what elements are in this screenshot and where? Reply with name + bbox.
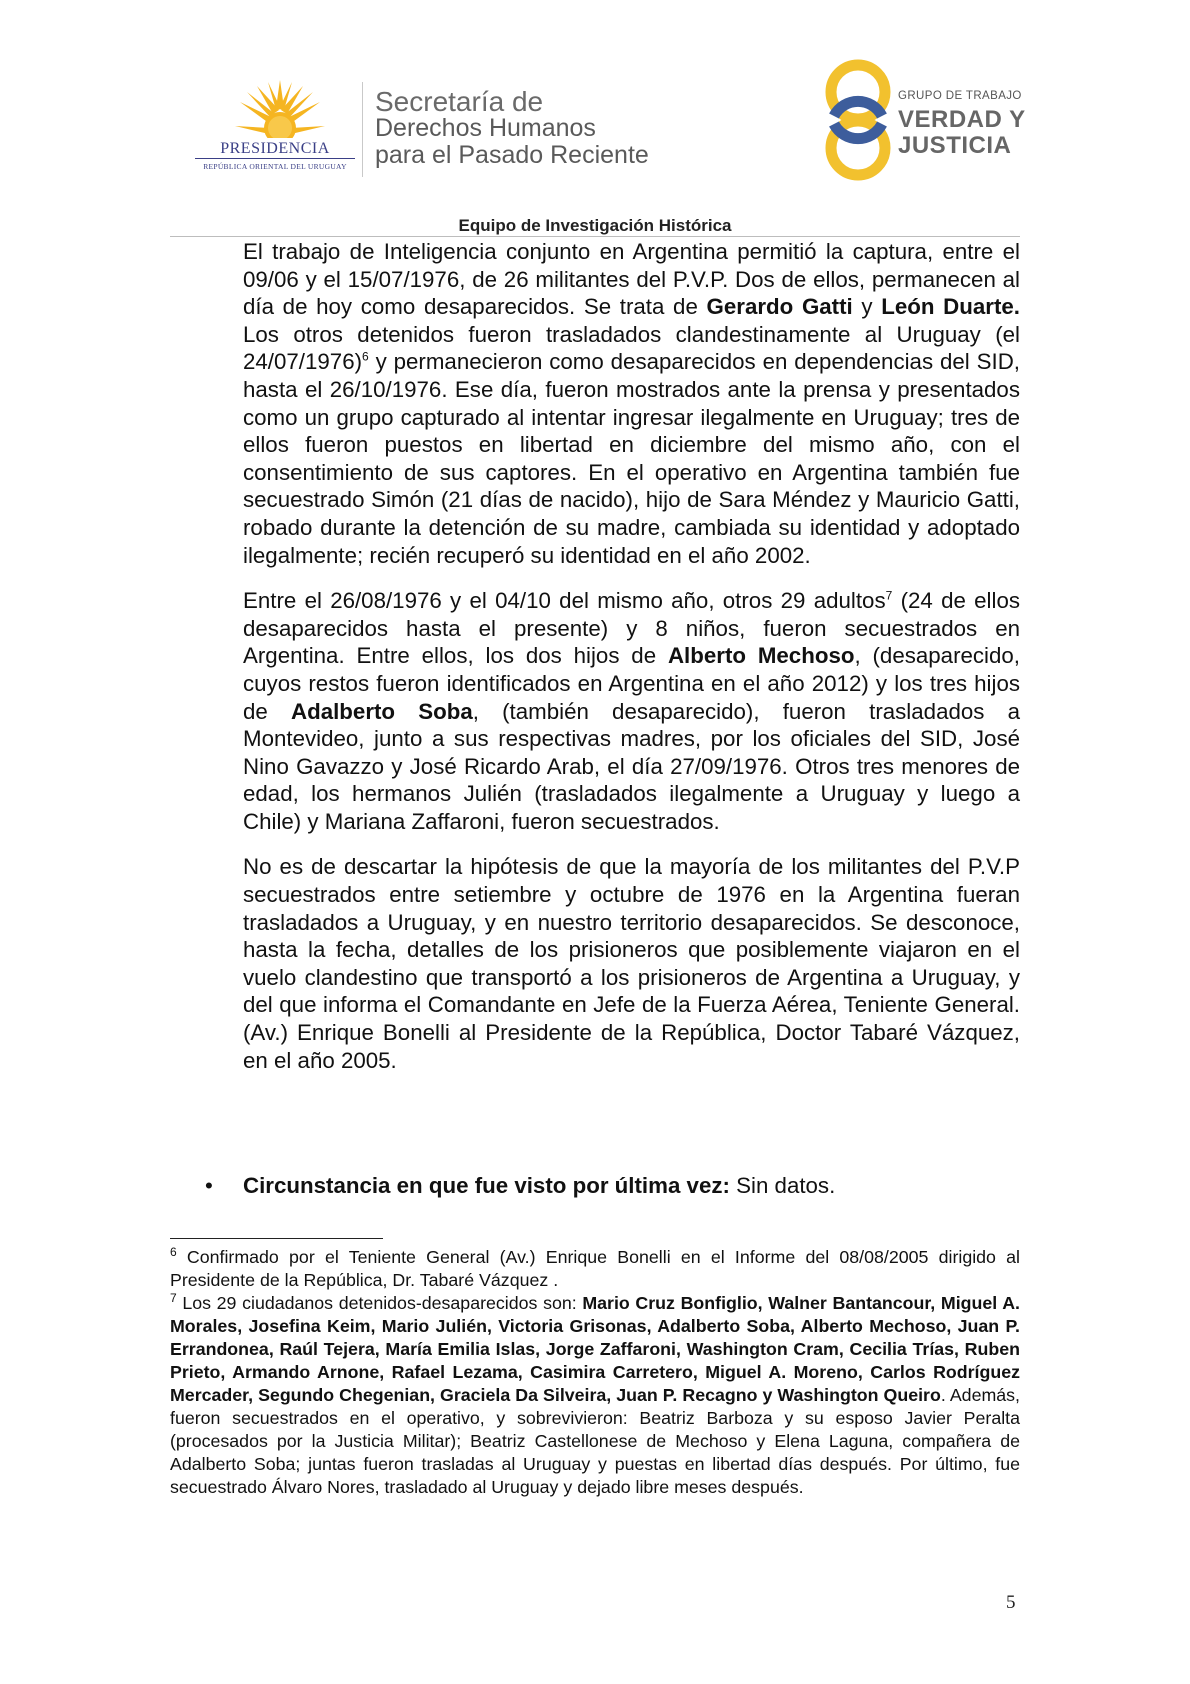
p2-text-1: Entre el 26/08/1976 y el 04/10 del mismo año, otros 29 adultos	[243, 588, 886, 614]
republica-text: REPÚBLICA ORIENTAL DEL URUGUAY	[203, 162, 347, 171]
footnote-ref-7: 7	[885, 588, 893, 603]
presidencia-rule	[195, 158, 355, 159]
interlocked-rings-icon	[818, 56, 898, 186]
footnote-7-names: Mario Cruz Bonfiglio, Walner Bantancour, Miguel A. Morales, Josefina Keim, Mario Julién, Victoria Grisonas, Adalberto Soba, Alberto Mechoso, Juan P. Errandonea, Raúl Tejera, María Emilia Islas, Jorge Zaffaroni, Washington Cram, Cecilia Trías, Ruben Prieto, Armando Arnone, Rafael Lezama, Casimira Carretero, Miguel A. Moreno, Carlos Rodríguez Mercader, Segundo Chegenian, Graciela Da Silveira, Juan P. Recagno y Washington Queiro	[170, 1293, 1020, 1405]
footnote-6-text: Confirmado por el Teniente General (Av.) Enrique Bonelli en el Informe del 08/08/2005 dirigido al Presidente de la República, Dr. Tabaré Vázquez .	[170, 1247, 1020, 1290]
p3-text-1: No es de descartar la hipótesis de que la mayoría de los militantes del P.V.P secuestrados entre setiembre y octubre de 1976 en la Argentina fueran trasladados a Uruguay, y en nuestro territorio desaparecidos. Se desconoce, hasta la fecha, detalles de los prisioneros que posiblemente viajaron en el vuelo clandestino que transportó a los prisioneros de Argentina a Uruguay, y del que informa el Comandante en Jefe de la Fuerza Aérea, Teniente General. (Av.) Enrique Bonelli al Presidente de la República, Doctor Tabaré Vázquez, en el año 2005.	[243, 854, 1020, 1073]
p1-bold-1: Gerardo Gatti	[706, 294, 853, 320]
p2-text-2: (24 de ellos desaparecidos hasta el presente) y 8 niños, fueron secuestrados en Argentina. Entre ellos, los dos hijos de	[243, 588, 1020, 669]
p2-bold-1: Alberto Mechoso	[667, 643, 855, 669]
footnotes	[170, 1246, 1020, 1499]
team-title: Equipo de Investigación Histórica	[458, 216, 732, 235]
sun-emblem-icon	[235, 78, 325, 138]
p2-text-4: , (también desaparecido), fueron trasladados a Montevideo, junto a sus respectivas madres, por los oficiales del SID, José Nino Gavazzo y José Ricardo Arab, el día 27/09/1976. Otros tres menores de edad, los hermanos Julién (trasladados ilegalmente a Uruguay y luego a Chile) y Mariana Zaffaroni, fueron secuestrados.	[243, 698, 1020, 834]
p1-text-2: y	[852, 294, 882, 320]
footnote-7-text-2: . Además, fueron secuestrados en el operativo, y sobrevivieron: Beatriz Barboza y su esposo Javier Peralta (procesados por la Justicia Militar); Beatriz Castellonese de Mechoso y Elena Laguna, compañera de Adalberto Soba; juntas fueron trasladas al Uruguay y puestas en libertad días después. Por último, fue secuestrado Álvaro Nores, trasladado al Uruguay y dejado libre meses después.	[170, 1385, 1020, 1497]
verdad-label: VERDAD Y	[898, 106, 1026, 133]
bullet-value: Sin datos.	[729, 1173, 836, 1198]
secretaria-logo-text	[375, 88, 649, 169]
footnote-7	[170, 1292, 1020, 1499]
bullet-text	[243, 1172, 835, 1200]
header-divider	[362, 82, 363, 177]
justicia-label: JUSTICIA	[898, 132, 1012, 159]
secretaria-line-2: Derechos Humanos	[375, 114, 596, 142]
footnote-7-text-1: Los 29 ciudadanos detenidos-desaparecidos son:	[176, 1293, 583, 1313]
p1-text-1: El trabajo de Inteligencia conjunto en Argentina permitió la captura, entre el 09/06 y el 15/07/1976, de 26 militantes del P.V.P. Dos de ellos, permanecen al día de hoy como desaparecidos. Se trata de	[243, 239, 1020, 320]
p1-text-3: Los otros detenidos fueron trasladados clandestinamente al Uruguay (el 24/07/1976)	[243, 321, 1020, 375]
page-number: 5	[1006, 1592, 1016, 1613]
p2-text-3: , (desaparecido, cuyos restos fueron identificados en Argentina en el año 2012) y los tres hijos de	[243, 643, 1020, 724]
footnote-6	[170, 1246, 1020, 1292]
bullet-label: Circunstancia en que fue visto por última vez:	[243, 1173, 730, 1198]
paragraph-2	[243, 587, 1020, 835]
footnote-6-number: 6	[170, 1245, 177, 1260]
p1-bold-2: León Duarte.	[881, 294, 1020, 320]
paragraph-1	[243, 238, 1020, 569]
grupo-trabajo-logo	[818, 56, 1048, 186]
footnote-7-number: 7	[170, 1291, 177, 1306]
presidencia-text: PRESIDENCIA	[220, 140, 330, 157]
presidencia-logo	[195, 78, 355, 178]
footnote-separator	[170, 1238, 383, 1239]
header-rule	[170, 236, 1020, 237]
paragraph-3	[243, 853, 1020, 1074]
secretaria-line-1: Secretaría de	[375, 86, 544, 117]
secretaria-line-3: para el Pasado Reciente	[375, 141, 649, 169]
footnote-ref-6: 6	[362, 349, 369, 364]
p1-text-4: y permanecieron como desaparecidos en dependencias del SID, hasta el 26/10/1976. Ese día, fueron mostrados ante la prensa y presentados como un grupo capturado al intentar ingresar ilegalmente en Uruguay; tres de ellos fueron puestos en libertad en diciembre del mismo año, con el consentimiento de sus captores. En el operativo en Argentina también fue secuestrado Simón (21 días de nacido), hijo de Sara Méndez y Mauricio Gatti, robado durante la detención de su madre, cambiada su identidad y adoptado ilegalmente; recién recuperó su identidad en el año 2002.	[243, 349, 1020, 568]
bullet-icon: •	[205, 1173, 213, 1198]
p2-bold-2: Adalberto Soba	[290, 698, 473, 724]
document-body	[243, 238, 1020, 1092]
grupo-trabajo-label: GRUPO DE TRABAJO	[898, 90, 1022, 102]
